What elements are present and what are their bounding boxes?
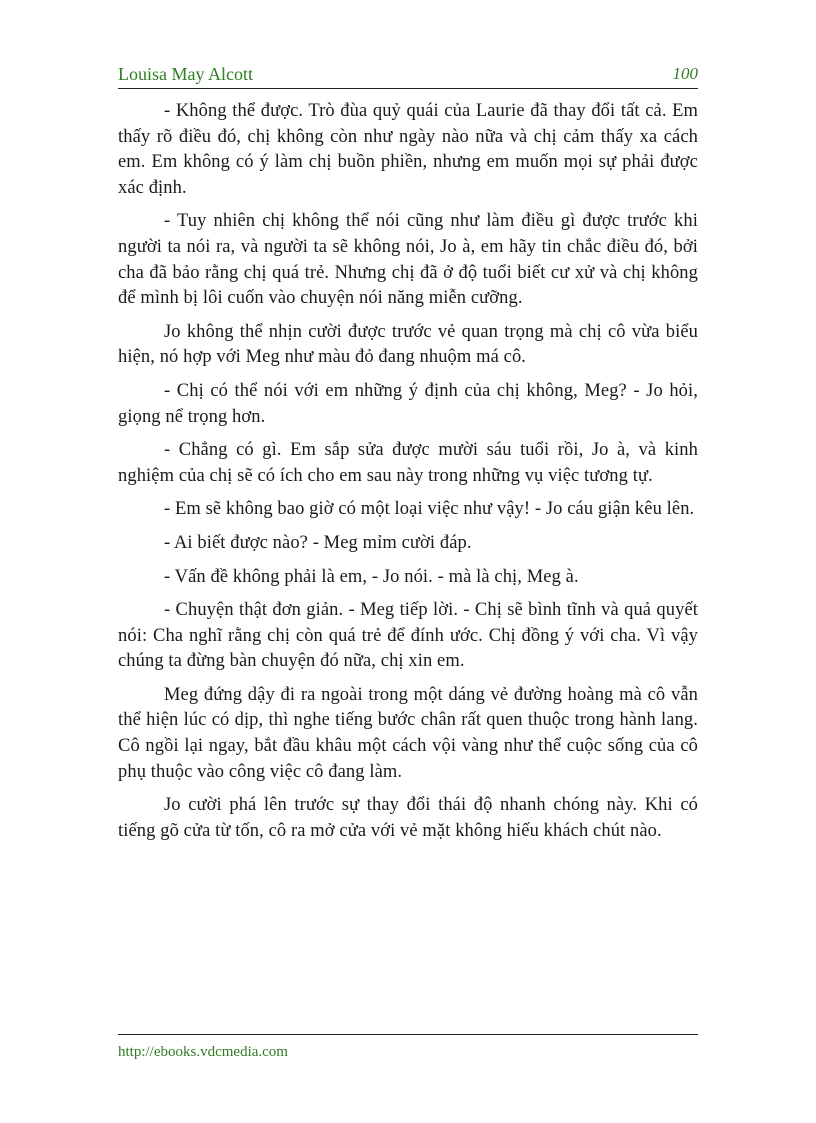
paragraph: - Ai biết được nào? - Meg mỉm cười đáp. [164,532,472,553]
paragraph: - Chị có thể nói với em những ý định của chị không, Meg? - Jo hỏi, giọng nể trọng hơn. [118,380,698,427]
page-body [118,99,698,852]
paragraph: - Chẳng có gì. Em sắp sửa được mười sáu tuổi rồi, Jo à, và kinh nghiệm của chị sẽ có ích cho em sau này trong những vụ việc tương tự. [118,440,698,486]
paragraph: - Chuyện thật đơn giản. - Meg tiếp lời. - Chị sẽ bình tĩnh và quả quyết nói: Cha nghĩ rằng chị còn quá trẻ để đính ước. Chị đồng ý với cha. Vì vậy chúng ta đừng bàn chuyện đó nữa, chị xin em. [118,600,698,672]
paragraph: - Tuy nhiên chị không thể nói cũng như làm điều gì được trước khi người ta nói ra, và người ta sẽ không nói, Jo à, em hãy tin chắc điều đó, bởi cha đã bảo rằng chị quá trẻ. Nhưng chị đã ở độ tuổi biết cư xử và chị không để mình bị lôi cuốn vào chuyện nói năng miễn cưỡng. [118,211,698,309]
book-author: Louisa May Alcott [118,64,253,84]
page-header [118,62,698,89]
paragraph: - Vấn đề không phải là em, - Jo nói. - mà là chị, Meg à. [164,566,579,587]
paragraph: - Em sẽ không bao giờ có một loại việc như vậy! - Jo cáu giận kêu lên. [164,499,695,520]
paragraph: Jo không thể nhịn cười được trước vẻ quan trọng mà chị cô vừa biểu hiện, nó hợp với Meg như màu đỏ đang nhuộm má cô. [118,321,698,368]
paragraph: Meg đứng dậy đi ra ngoài trong một dáng vẻ đường hoàng mà cô vẫn thể hiện lúc có dịp, thì nghe tiếng bước chân rất quen thuộc trong hành lang. Cô ngồi lại ngay, bắt đầu khâu một cách vội vàng như thể cuộc sống của cô phụ thuộc vào công việc cô đang làm. [118,684,698,782]
page-number: 100 [672,64,698,83]
footer-divider [118,1034,698,1035]
paragraph: - Không thể được. Trò đùa quỷ quái của Laurie đã thay đổi tất cả. Em thấy rõ điều đó, chị không còn như ngày nào nữa và chị cảm thấy xa cách em. Em không có ý làm chị buồn phiền, nhưng em muốn mọi sự phải được xác định. [118,101,698,198]
paragraph: Jo cười phá lên trước sự thay đổi thái độ nhanh chóng này. Khi có tiếng gõ cửa từ tốn, cô ra mở cửa với vẻ mặt không hiếu khách chút nào. [118,795,698,841]
footer-url-link[interactable]: http://ebooks.vdcmedia.com [118,1044,288,1060]
